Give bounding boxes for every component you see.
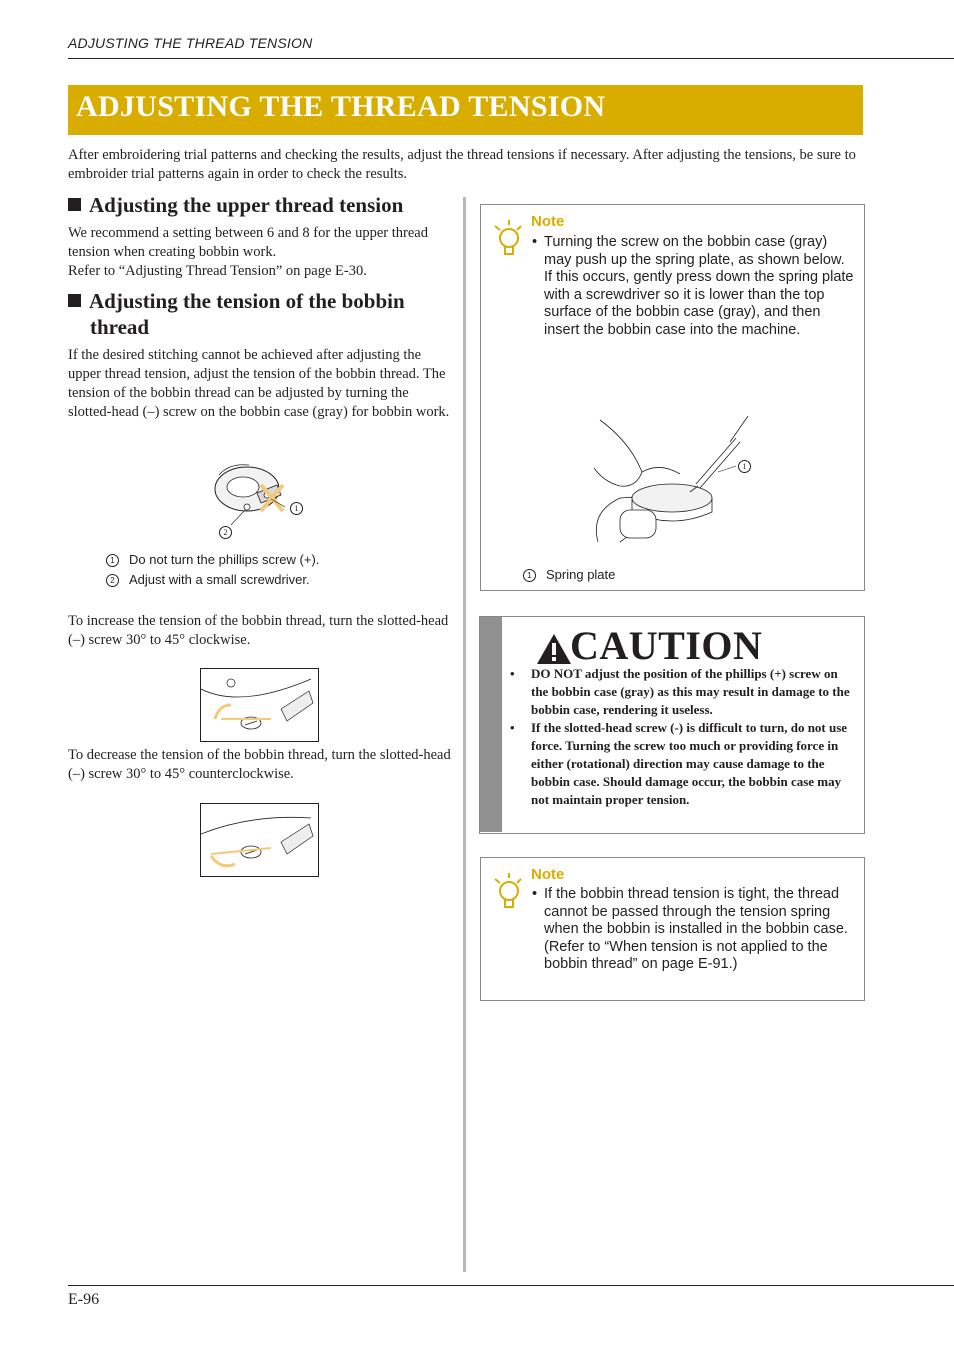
- square-bullet-icon: [68, 294, 81, 307]
- caution-item: • If the slotted-head screw (-) is difficult to turn, do not use force. Turning the screw too much or providing force in either (rotational) direction may cause damage to the bobbin case. Should damage occur, the bobbin case may not maintain proper tension.: [510, 720, 848, 807]
- lightbulb-icon: [493, 220, 523, 260]
- counterclockwise-illustration: [200, 803, 319, 877]
- legend-item: 1 Do not turn the phillips screw (+).: [106, 550, 319, 570]
- header-rule: [68, 58, 954, 59]
- spring-plate-legend: 1 Spring plate: [523, 565, 615, 585]
- bobbin-body: If the desired stitching cannot be achieved after adjusting the upper thread tension, adjust the tension of the bobbin thread. The tension of the bobbin thread can be adjusted by turning the slotted-head (–) screw on the bobbin case (gray) for bobbin work.: [68, 347, 450, 420]
- warning-triangle-icon: [535, 632, 573, 666]
- note-text-bobbin-tension: • If the bobbin thread tension is tight, the thread cannot be passed through the tension spring when the bobbin is installed in the bobbin case. (Refer to “When tension is not applied to the bobbin thread” on page E-91.): [532, 886, 848, 973]
- section-heading-upper: Adjusting the upper thread tension: [68, 192, 452, 218]
- caution-title: CAUTION: [570, 623, 763, 668]
- square-bullet-icon: [68, 198, 81, 211]
- note-text-spring-plate: • Turning the screw on the bobbin case (gray) may push up the spring plate, as shown below. If this occurs, gently press down the spring plate with a screwdriver so it is lower than the top surface of the bobbin case (gray), and then insert the bobbin case into the machine.: [532, 234, 854, 338]
- increase-paragraph: To increase the tension of the bobbin thread, turn the slotted-head (–) screw 30° to 45° clockwise.: [68, 613, 449, 648]
- counterclockwise-screw-icon: [201, 804, 318, 876]
- callout-spring-plate: 1: [738, 460, 751, 473]
- caution-list: [510, 665, 858, 809]
- caution-side-bar: [480, 617, 502, 832]
- decrease-paragraph: To decrease the tension of the bobbin thread, turn the slotted-head (–) screw 30° to 45° counterclockwise.: [68, 747, 451, 782]
- column-divider: [463, 197, 466, 1272]
- clockwise-illustration: [200, 668, 319, 742]
- section-upper-thread: [68, 192, 452, 281]
- clockwise-screw-icon: [201, 669, 318, 741]
- section-bobbin-thread: [68, 288, 452, 422]
- caution-item: • DO NOT adjust the position of the phillips (+) screw on the bobbin case (gray) as this may result in damage to the bobbin case, rendering it useless.: [510, 666, 850, 717]
- upper-reference: Refer to “Adjusting Thread Tension” on page E-30.: [68, 263, 367, 279]
- footer-rule: [68, 1285, 954, 1286]
- lightbulb-icon: [493, 873, 523, 913]
- page-title: ADJUSTING THE THREAD TENSION: [76, 90, 606, 123]
- note-label: Note: [531, 213, 565, 230]
- upper-body: We recommend a setting between 6 and 8 for the upper thread tension when creating bobbin work.: [68, 225, 428, 260]
- note-label: Note: [531, 866, 565, 883]
- spring-plate-illustration: [590, 412, 760, 552]
- callout-2: 2: [219, 526, 232, 539]
- callout-1: 1: [290, 502, 303, 515]
- intro-paragraph: After embroidering trial patterns and checking the results, adjust the thread tensions if necessary. After adjusting the tensions, be sure to embroider trial patterns again in order to check the results.: [68, 147, 856, 182]
- page-number: E-96: [68, 1291, 100, 1308]
- figure-legend: [106, 550, 319, 590]
- legend-item: 2 Adjust with a small screwdriver.: [106, 570, 319, 590]
- running-header: ADJUSTING THE THREAD TENSION: [68, 35, 313, 51]
- section-heading-bobbin: Adjusting the tension of the bobbin thread: [68, 288, 452, 340]
